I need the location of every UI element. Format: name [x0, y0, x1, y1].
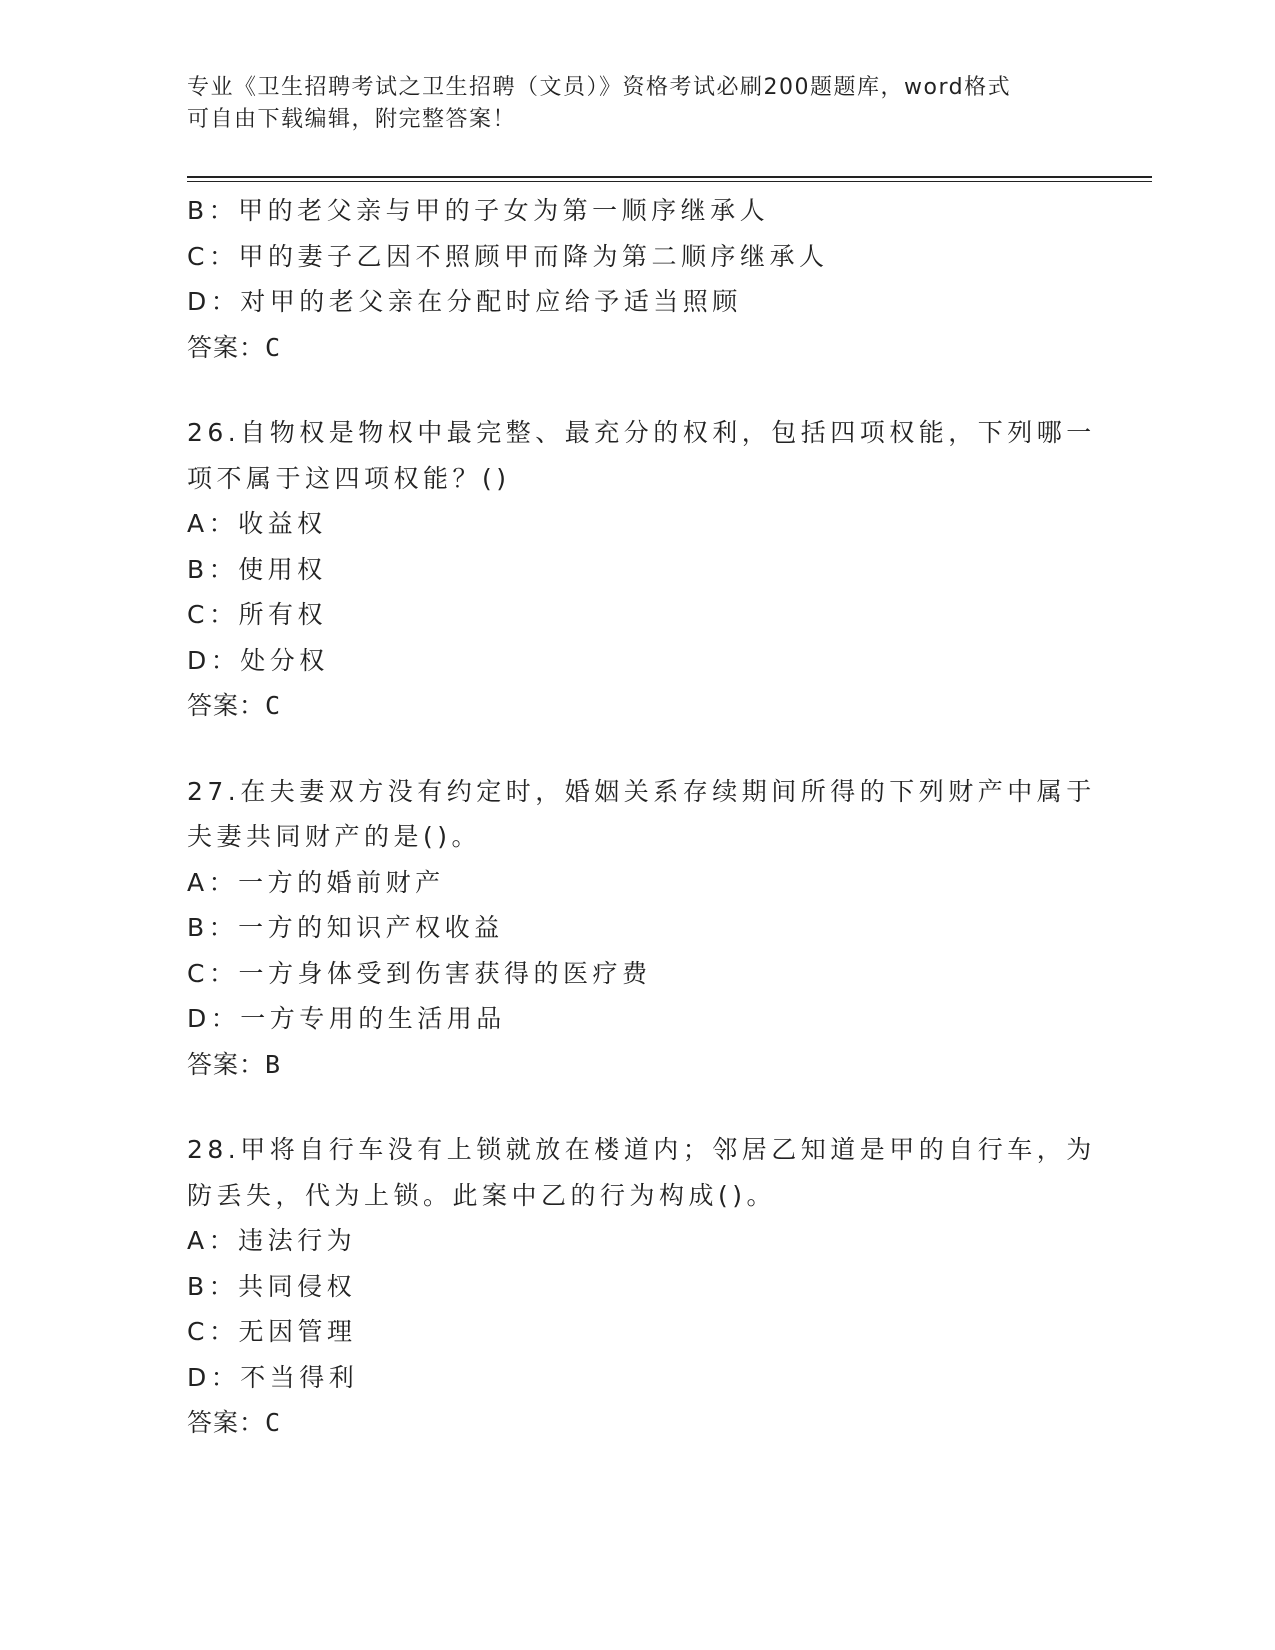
option-b: B：共同侵权: [187, 1271, 357, 1301]
header-divider-thin: [187, 181, 1152, 182]
option-c: C：一方身体受到伤害获得的医疗费: [187, 958, 652, 988]
question-stem: 27.在夫妻双方没有约定时，婚姻关系存续期间所得的下列财产中属于: [187, 776, 1096, 806]
question-stem: 夫妻共同财产的是()。: [187, 822, 482, 851]
answer-line: 答案：C: [187, 691, 282, 720]
option-a: A：违法行为: [187, 1226, 357, 1255]
question-27: [187, 769, 1096, 1088]
question-stem: 28.甲将自行车没有上锁就放在楼道内；邻居乙知道是甲的自行车，为: [187, 1135, 1096, 1164]
question-26: [187, 410, 1096, 729]
header-divider-thick: [187, 176, 1152, 178]
page-header: [187, 72, 1067, 136]
option-c: C：所有权: [187, 600, 327, 629]
option-d: D：对甲的老父亲在分配时应给予适当照顾: [187, 287, 742, 316]
header-title-line-1: 专业《卫生招聘考试之卫生招聘（文员）》资格考试必刷200题题库，word格式: [187, 75, 1012, 100]
answer-line: 答案：C: [187, 332, 282, 362]
option-a: A：收益权: [187, 509, 327, 538]
option-c: C：无因管理: [187, 1317, 357, 1346]
option-d: D：处分权: [187, 645, 329, 675]
option-b: B：甲的老父亲与甲的子女为第一顺序继承人: [187, 196, 770, 225]
document-body: [187, 188, 1096, 1446]
question-stem: 防丢失，代为上锁。此案中乙的行为构成()。: [187, 1180, 777, 1210]
option-a: A：一方的婚前财产: [187, 867, 445, 897]
answer-line: 答案：C: [187, 1408, 282, 1437]
option-c: C：甲的妻子乙因不照顾甲而降为第二顺序继承人: [187, 241, 829, 271]
option-d: D：一方专用的生活用品: [187, 1004, 506, 1033]
option-d: D：不当得利: [187, 1362, 359, 1392]
header-title-line-2: 可自由下载编辑，附完整答案！: [187, 107, 517, 132]
question-stem: 26.自物权是物权中最完整、最充分的权利，包括四项权能，下列哪一: [187, 418, 1096, 447]
question-stem: 项不属于这四项权能？(): [187, 463, 511, 493]
question-28: [187, 1127, 1096, 1446]
option-b: B：一方的知识产权收益: [187, 913, 504, 942]
option-b: B：使用权: [187, 554, 327, 584]
answer-line: 答案：B: [187, 1049, 282, 1079]
question-25-continued: [187, 188, 1087, 370]
